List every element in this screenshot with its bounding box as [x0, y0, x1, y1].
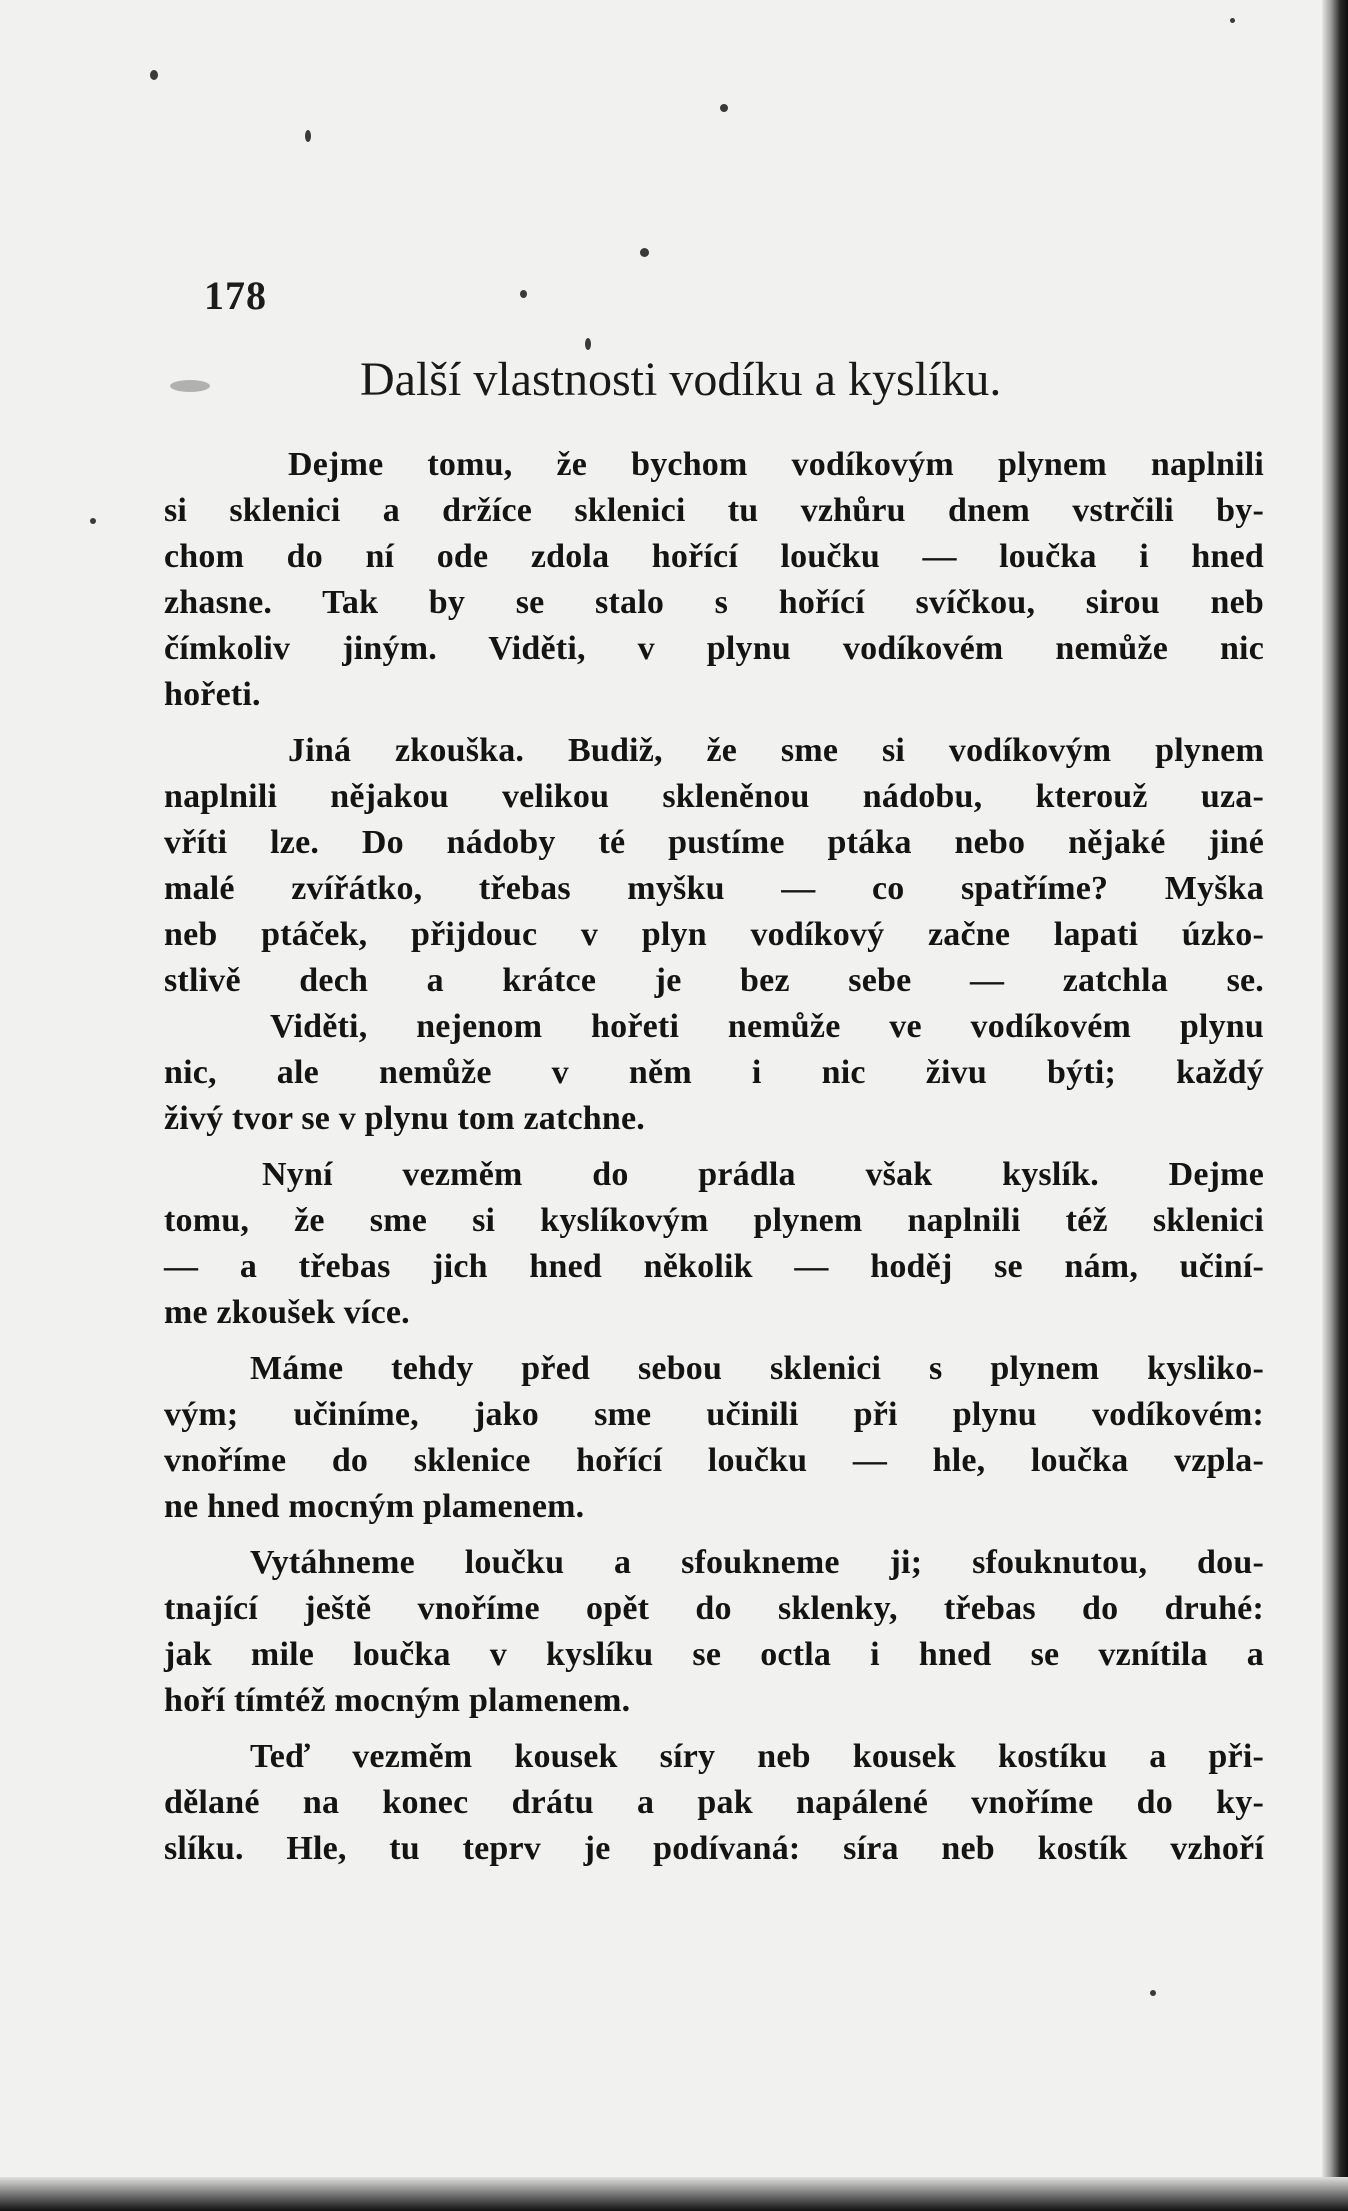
text-line: hoří tímtéž mocným plamenem.	[164, 1682, 631, 1719]
print-speck	[305, 130, 311, 142]
text-line: — a třebas jich hned několik — hoděj se nám, učiní-	[164, 1248, 1264, 1285]
print-speck	[520, 290, 527, 298]
text-line: naplnili nějakou velikou skleněnou nádobu, kterouž uza-	[164, 778, 1264, 815]
text-line: jak mile loučka v kyslíku se octla i hned se vznítila a	[164, 1636, 1264, 1673]
text-line: hořeti.	[164, 676, 261, 713]
print-speck	[170, 380, 210, 392]
text-line: tnající ještě vnoříme opět do sklenky, třebas do druhé:	[164, 1590, 1264, 1627]
paragraph-1	[164, 442, 1264, 718]
text-line: vým; učiníme, jako sme učinili při plynu vodíkovém:	[164, 1396, 1264, 1433]
print-speck	[150, 70, 158, 80]
print-speck	[90, 518, 96, 524]
text-line: tomu, že sme si kyslíkovým plynem naplnili též sklenici	[164, 1202, 1264, 1239]
paragraph-2	[164, 728, 1264, 1142]
print-speck	[640, 248, 649, 257]
paragraph-6	[164, 1734, 1264, 1872]
text-line: Nyní vezměm do prádla však kyslík. Dejme	[262, 1156, 1264, 1193]
text-line: Teď vezměm kousek síry neb kousek kostíku a při-	[250, 1738, 1264, 1775]
text-line: Jiná zkouška. Budiž, že sme si vodíkovým plynem	[288, 732, 1264, 769]
text-line: Viděti, nejenom hořeti nemůže ve vodíkovém plynu	[270, 1008, 1264, 1045]
text-line: vnoříme do sklenice hořící loučku — hle, loučka vzpla-	[164, 1442, 1264, 1479]
print-speck	[1150, 1990, 1156, 1996]
text-line: čímkoliv jiným. Viděti, v plynu vodíkovém nemůže nic	[164, 630, 1264, 667]
print-speck	[1230, 18, 1235, 23]
text-line: Máme tehdy před sebou sklenici s plynem kysliko-	[250, 1350, 1264, 1387]
text-line: Dejme tomu, že bychom vodíkovým plynem naplnili	[288, 446, 1264, 483]
text-line: vříti lze. Do nádoby té pustíme ptáka nebo nějaké jiné	[164, 824, 1264, 861]
text-line: chom do ní ode zdola hořící loučku — loučka i hned	[164, 538, 1264, 575]
text-line: ne hned mocným plamenem.	[164, 1488, 585, 1525]
text-line: nic, ale nemůže v něm i nic živu býti; každý	[164, 1054, 1264, 1091]
text-line: neb ptáček, přijdouc v plyn vodíkový začne lapati úzko-	[164, 916, 1264, 953]
paragraph-3	[164, 1152, 1264, 1336]
text-line: stlivě dech a krátce je bez sebe — zatchla se.	[164, 962, 1264, 999]
print-speck	[720, 104, 728, 112]
text-line: zhasne. Tak by se stalo s hořící svíčkou, sirou neb	[164, 584, 1264, 621]
text-line: me zkoušek více.	[164, 1294, 410, 1331]
text-line: slíku. Hle, tu teprv je podívaná: síra neb kostík vzhoří	[164, 1830, 1264, 1867]
page-shadow-right	[1322, 0, 1348, 2211]
print-speck	[585, 338, 591, 350]
text-line: dělané na konec drátu a pak napálené vnoříme do ky-	[164, 1784, 1264, 1821]
chapter-title: Další vlastnosti vodíku a kyslíku.	[360, 353, 1002, 406]
text-line: malé zvířátko, třebas myšku — co spatříme? Myška	[164, 870, 1264, 907]
text-line: živý tvor se v plynu tom zatchne.	[164, 1100, 645, 1137]
page-shadow-bottom	[0, 2177, 1348, 2211]
text-line: Vytáhneme loučku a sfoukneme ji; sfouknutou, dou-	[250, 1544, 1264, 1581]
body-text	[164, 442, 1264, 1872]
text-line: si sklenici a držíce sklenici tu vzhůru dnem vstrčili by-	[164, 492, 1264, 529]
paragraph-4	[164, 1346, 1264, 1530]
page-number: 178	[204, 273, 267, 318]
paragraph-5	[164, 1540, 1264, 1724]
